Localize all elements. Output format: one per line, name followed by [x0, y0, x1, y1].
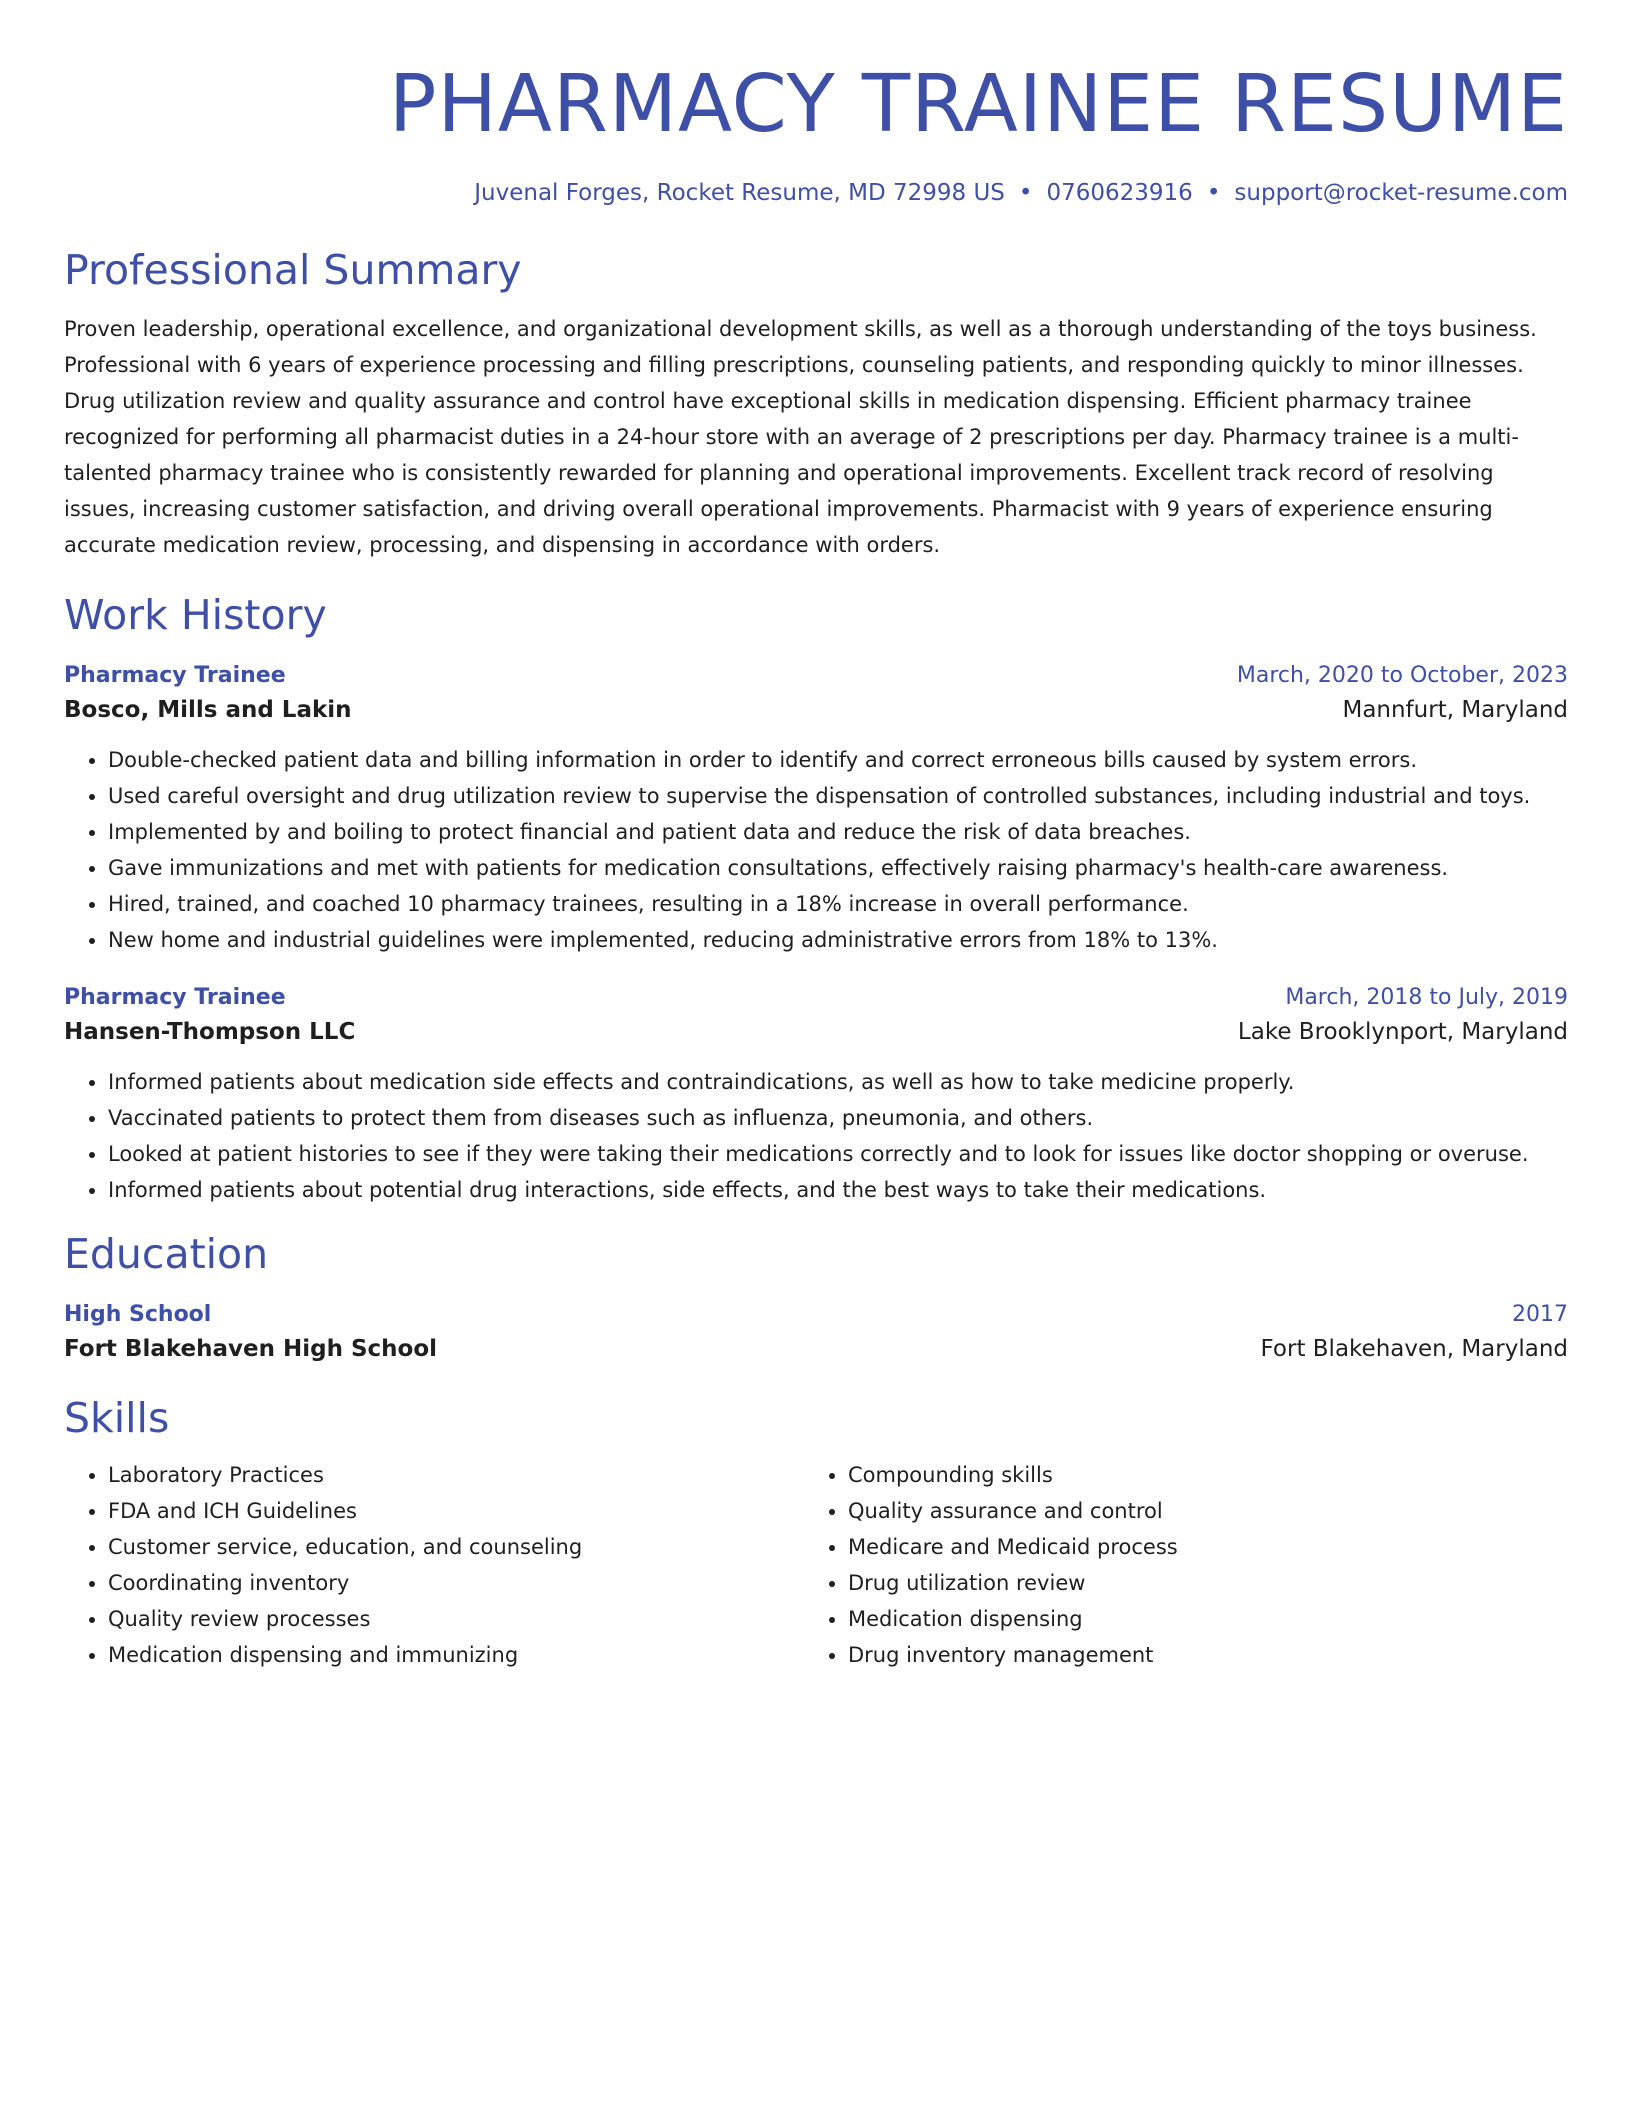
job-title: Pharmacy Trainee: [64, 663, 286, 688]
job-company: Hansen-Thompson LLC: [64, 1019, 356, 1045]
skill-item: • Laboratory Practices: [108, 1457, 804, 1493]
education-school: Fort Blakehaven High School: [64, 1336, 438, 1362]
job-bullet: • Implemented by and boiling to protect financial and patient data and reduce the risk of data breaches.: [108, 814, 1568, 850]
skills-list: [64, 1457, 1568, 1673]
summary-text: Proven leadership, operational excellence, and organizational development skills, as well as a thorough understanding of the toys business. Professional with 6 years of experience processing and filling prescriptions, counseling patients, and responding quickly to minor illnesses. Drug utilization review and quality assurance and control have exceptional skills in medication dispensing. Efficient pharmacy trainee recognized for performing all pharmacist duties in a 24-hour store with an average of 2 prescriptions per day. Pharmacy trainee is a multi-talented pharmacy trainee who is consistently rewarded for planning and operational improvements. Excellent track record of resolving issues, increasing customer satisfaction, and driving overall operational improvements. Pharmacist with 9 years of experience ensuring accurate medication review, processing, and dispensing in accordance with orders.: [64, 317, 1537, 557]
contact-phone: 0760623916: [1046, 180, 1193, 206]
job-dates: March, 2020 to October, 2023: [1236, 663, 1568, 688]
contact-email: support@rocket-resume.com: [1234, 180, 1568, 206]
job-bullet: • New home and industrial guidelines were implemented, reducing administrative errors from 18% to 13%.: [108, 922, 1568, 958]
skills-column-left: [64, 1457, 804, 1673]
skill-item: • Quality review processes: [108, 1601, 804, 1637]
resume-title: PHARMACY TRAINEE RESUME: [388, 58, 1568, 150]
contact-separator: •: [1206, 180, 1221, 206]
work-history-heading: Work History: [64, 591, 327, 639]
job-bullet: • Used careful oversight and drug utilization review to supervise the dispensation of controlled substances, including industrial and toys.: [108, 778, 1568, 814]
job-company: Bosco, Mills and Lakin: [64, 697, 352, 723]
job-bullets: [64, 742, 1568, 958]
job-dates: March, 2018 to July, 2019: [1285, 985, 1568, 1010]
job-bullet: • Double-checked patient data and billing information in order to identify and correct erroneous bills caused by system errors.: [108, 742, 1568, 778]
skill-item: • Customer service, education, and counseling: [108, 1529, 804, 1565]
summary-heading: Professional Summary: [64, 246, 522, 294]
contact-separator: •: [1018, 180, 1033, 206]
skill-item: • Medicare and Medicaid process: [848, 1529, 1504, 1565]
skill-item: • Compounding skills: [848, 1457, 1504, 1493]
contact-address: Juvenal Forges, Rocket Resume, MD 72998 US: [474, 180, 1005, 206]
resume-page: [64, 0, 1568, 1673]
skills-column-right: [804, 1457, 1504, 1673]
skill-item: • FDA and ICH Guidelines: [108, 1493, 804, 1529]
education-heading: Education: [64, 1230, 269, 1278]
job-entry: [64, 982, 1568, 1208]
job-title: Pharmacy Trainee: [64, 985, 286, 1010]
job-bullet: • Vaccinated patients to protect them from diseases such as influenza, pneumonia, and others.: [108, 1100, 1568, 1136]
education-location: Fort Blakehaven, Maryland: [1260, 1336, 1568, 1362]
skill-item: • Drug utilization review: [848, 1565, 1504, 1601]
job-bullet: • Informed patients about medication side effects and contraindications, as well as how to take medicine properly.: [108, 1064, 1568, 1100]
job-bullet: • Hired, trained, and coached 10 pharmacy trainees, resulting in a 18% increase in overall performance.: [108, 886, 1568, 922]
job-entry: [64, 660, 1568, 958]
skill-item: • Coordinating inventory: [108, 1565, 804, 1601]
education-degree: High School: [64, 1302, 212, 1327]
skill-item: • Medication dispensing: [848, 1601, 1504, 1637]
job-bullet: • Looked at patient histories to see if they were taking their medications correctly and to look for issues like doctor shopping or overuse.: [108, 1136, 1568, 1172]
skill-item: • Drug inventory management: [848, 1637, 1504, 1673]
skills-heading: Skills: [64, 1394, 170, 1442]
contact-line: [64, 178, 1568, 208]
job-bullet: • Informed patients about potential drug interactions, side effects, and the best ways to take their medications.: [108, 1172, 1568, 1208]
job-location: Mannfurt, Maryland: [1342, 697, 1568, 723]
education-entry: [64, 1299, 1568, 1367]
job-location: Lake Brooklynport, Maryland: [1237, 1019, 1568, 1045]
education-year: 2017: [1512, 1302, 1568, 1327]
job-bullet: • Gave immunizations and met with patients for medication consultations, effectively raising pharmacy's health-care awareness.: [108, 850, 1568, 886]
job-bullets: [64, 1064, 1568, 1208]
skill-item: • Medication dispensing and immunizing: [108, 1637, 804, 1673]
skill-item: • Quality assurance and control: [848, 1493, 1504, 1529]
